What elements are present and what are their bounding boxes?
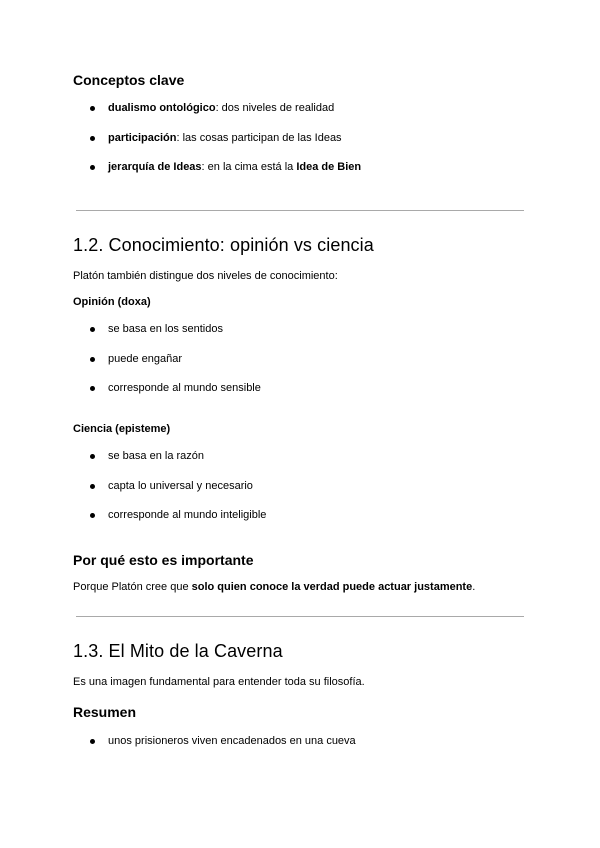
bullet-icon xyxy=(90,136,95,141)
opinion-heading: Opinión (doxa) xyxy=(73,296,151,308)
knowledge-intro: Platón también distingue dos niveles de conocimiento: xyxy=(73,270,338,282)
importance-heading: Por qué esto es importante xyxy=(73,552,254,568)
section-heading-knowledge: 1.2. Conocimiento: opinión vs ciencia xyxy=(73,235,374,255)
list-item-text: puede engañar xyxy=(108,352,183,365)
list-item-text: se basa en la razón xyxy=(108,450,205,462)
term-description: : las cosas participan de las Ideas xyxy=(176,131,342,144)
list-item xyxy=(73,735,356,748)
importance-text-lead: Porque Platón cree que xyxy=(73,581,192,593)
summary-list xyxy=(73,735,356,748)
term: jerarquía de Ideas xyxy=(108,161,202,173)
term: dualismo ontológico xyxy=(108,102,216,114)
bullet-icon xyxy=(90,327,95,332)
list-item xyxy=(73,480,266,493)
science-list xyxy=(73,450,266,522)
opinion-list xyxy=(73,323,261,395)
cave-intro: Es una imagen fundamental para entender toda su filosofía. xyxy=(73,676,365,688)
bullet-icon xyxy=(90,454,95,459)
horizontal-divider xyxy=(76,616,524,617)
importance-text-emphasis: solo quien conoce la verdad puede actuar justamente xyxy=(191,581,473,593)
key-concepts-list xyxy=(73,102,361,174)
summary-heading: Resumen xyxy=(73,704,137,720)
term-description: : en la cima está la xyxy=(201,161,297,173)
list-item-text: corresponde al mundo sensible xyxy=(108,382,261,394)
horizontal-divider xyxy=(76,210,524,211)
list-item xyxy=(73,132,361,145)
list-item xyxy=(73,161,361,174)
list-item xyxy=(73,102,361,115)
bullet-icon xyxy=(90,106,95,111)
key-concepts-heading: Conceptos clave xyxy=(73,72,185,88)
list-item xyxy=(73,450,266,463)
list-item-text: capta lo universal y necesario xyxy=(108,479,253,492)
term: participación xyxy=(108,131,177,144)
term-description: : dos niveles de realidad xyxy=(215,102,335,114)
bullet-icon xyxy=(90,513,95,518)
importance-text xyxy=(73,581,475,594)
bullet-icon xyxy=(90,386,95,391)
science-heading: Ciencia (episteme) xyxy=(73,423,171,435)
bullet-icon xyxy=(90,357,95,362)
list-item-text: unos prisioneros viven encadenados en una cueva xyxy=(108,735,356,747)
bullet-icon xyxy=(90,165,95,170)
bullet-icon xyxy=(90,484,95,489)
list-item xyxy=(73,353,261,366)
list-item-text: corresponde al mundo inteligible xyxy=(108,509,267,521)
list-item xyxy=(73,323,261,336)
list-item-text: se basa en los sentidos xyxy=(108,323,223,335)
list-item xyxy=(73,382,261,395)
term-emphasis: Idea de Bien xyxy=(296,161,362,173)
section-heading-cave: 1.3. El Mito de la Caverna xyxy=(73,641,283,661)
list-item xyxy=(73,509,266,522)
bullet-icon xyxy=(90,739,95,744)
importance-text-end: . xyxy=(472,581,476,593)
